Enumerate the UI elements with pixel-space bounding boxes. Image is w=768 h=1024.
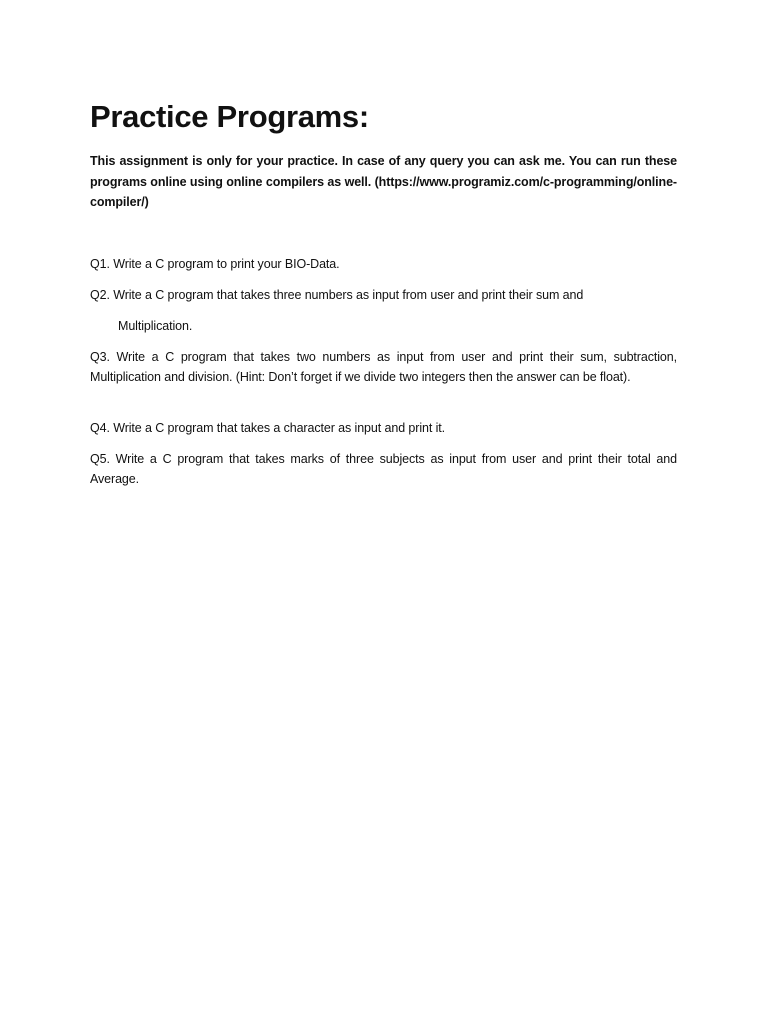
question-3: Q3. Write a C program that takes two numbers as input from user and print their sum, subtraction, Multiplication and division. (Hint: Don’t forget if we divide two integers then the answer can be float).: [90, 350, 677, 384]
question-1: Q1. Write a C program to print your BIO-Data.: [90, 257, 340, 271]
question-2: Q2. Write a C program that takes three numbers as input from user and print their sum and: [90, 288, 584, 302]
question-4: Q4. Write a C program that takes a character as input and print it.: [90, 421, 446, 435]
intro-paragraph: This assignment is only for your practice. In case of any query you can ask me. You can run these programs online using online compilers as well. (https://www.programiz.com/c-programming/online-compiler/): [90, 154, 677, 209]
page-title: Practice Programs:: [90, 99, 369, 134]
question-5: Q5. Write a C program that takes marks of three subjects as input from user and print their total and Average.: [90, 452, 677, 486]
question-2-continuation: Multiplication.: [118, 319, 193, 333]
